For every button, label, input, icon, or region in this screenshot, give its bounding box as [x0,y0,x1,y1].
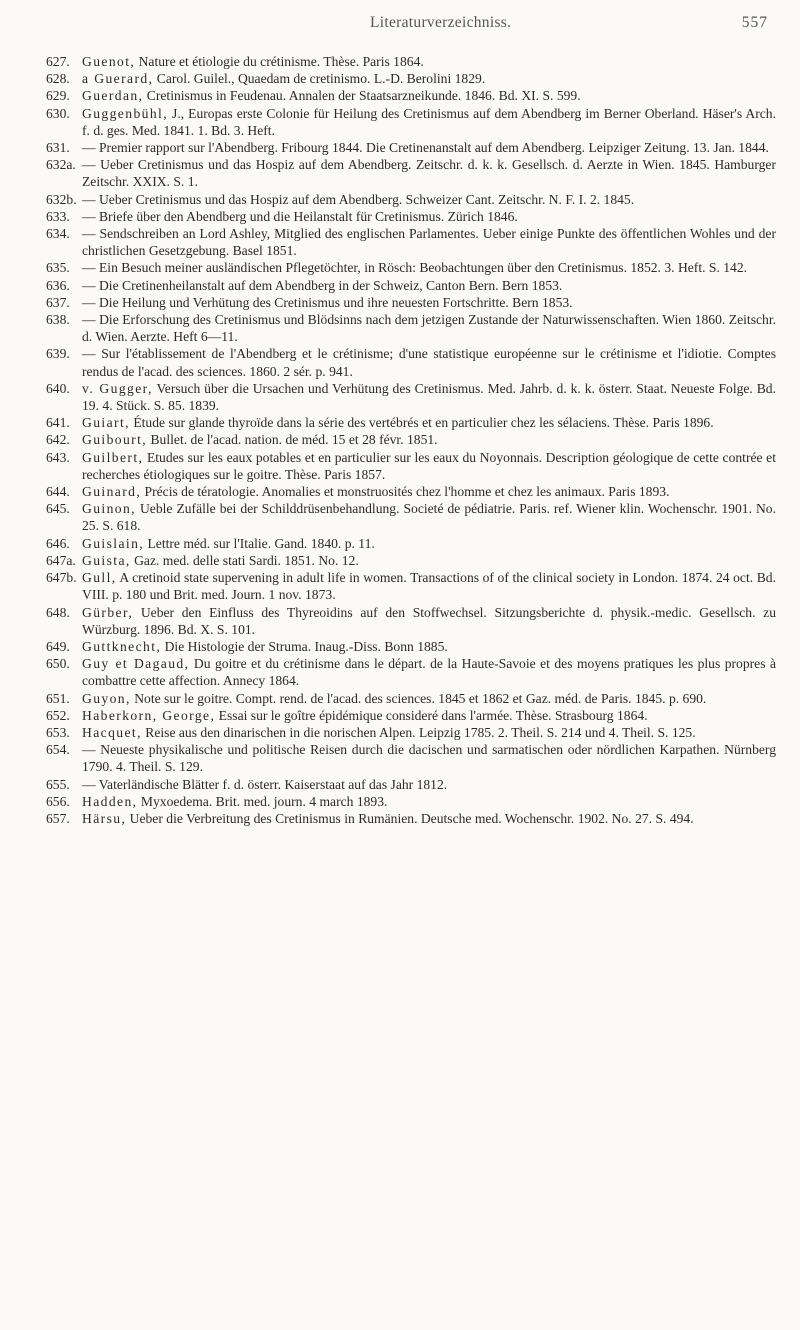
bibliography-entry [46,225,776,259]
entry-number: 628. [46,71,70,87]
entry-number: 652. [46,707,70,723]
entry-author: Haberkorn, George, [82,707,216,723]
bibliography-entry [46,345,776,379]
entry-author: Gull, [82,570,117,586]
entry-number: 634. [46,226,70,242]
bibliography-entry [46,569,776,603]
entry-author: Guilbert, [82,449,144,465]
entry-text: — Ein Besuch meiner ausländischen Pflegetöchter, in Rösch: Beobachtungen über den Cretinismus. 1852. 3. Heft. S. 142. [82,260,748,276]
entry-number: 630. [46,105,70,121]
entry-text: Lettre méd. sur l'Italie. Gand. 1840. p. 11. [144,535,375,551]
entry-number: 648. [46,604,70,620]
entry-number: 633. [46,208,70,224]
bibliography-list [46,53,776,827]
entry-number: 638. [46,312,70,328]
bibliography-entry [46,638,776,655]
bibliography-entry [46,311,776,345]
running-title: Literaturverzeichniss. [370,14,512,31]
entry-text: Étude sur glande thyroïde dans la série des vertébrés et en particulier chez les sélaciens. Thèse. Paris 1896. [129,415,714,431]
entry-number: 649. [46,638,70,654]
bibliography-entry [46,191,776,208]
entry-author: Guista, [82,552,131,568]
entry-author: Hadden, [82,793,138,809]
bibliography-entry [46,810,776,827]
entry-text: Reise aus den dinarischen in die norischen Alpen. Leipzig 1785. 2. Theil. S. 214 und 4. Theil. S. 125. [141,724,696,740]
entry-text: — Die Heilung und Verhütung des Cretinismus und ihre neuesten Fortschritte. Bern 1853. [82,294,573,310]
entry-author: Härsu, [82,810,127,826]
entry-number: 654. [46,742,70,758]
entry-number: 650. [46,656,70,672]
entry-number: 636. [46,277,70,293]
bibliography-entry [46,776,776,793]
bibliography-entry [46,535,776,552]
entry-author: Guggenbühl, [82,105,169,121]
entry-text: Myxoedema. Brit. med. journ. 4 march 1893. [137,793,388,809]
entry-number: 656. [46,793,70,809]
bibliography-entry [46,690,776,707]
entry-text: — Neueste physikalische und politische Reisen durch die dacischen und sarmatischen oder nördlichen Karpathen. Nürnberg 1790. 4. Theil. S. 129. [82,742,776,775]
entry-text: Nature et étiologie du crétinisme. Thèse. Paris 1864. [135,54,424,69]
bibliography-entry [46,431,776,448]
entry-text: J., Europas erste Colonie für Heilung des Cretinismus auf dem Abendberg im Berner Oberland. Häser's Arch. f. d. ges. Med. 1841. 1. Bd. 3. Heft. [82,105,776,138]
entry-number: 646. [46,535,70,551]
entry-number: 639. [46,346,70,362]
entry-number: 644. [46,484,70,500]
bibliography-entry [46,87,776,104]
entry-text: — Ueber Cretinismus und das Hospiz auf dem Abendberg. Zeitschr. d. k. k. Gesellsch. d. Aerzte in Wien. 1845. Hamburger Zeitschr. XXIX. S. 1. [82,157,776,190]
entry-text: Du goitre et du crétinisme dans le départ. de la Haute-Savoie et des moyens pratiques les plus propres à combattre cette affection. Annecy 1864. [82,656,776,689]
bibliography-entry [46,604,776,638]
entry-text: — Sendschreiben an Lord Ashley, Mitglied des englischen Parlamentes. Ueber einige Punkte des öffentlichen Wohles und der christlichen Gesetzgebung. Basel 1851. [82,226,776,259]
entry-author: Guenot, [82,54,136,69]
entry-number: 651. [46,690,70,706]
bibliography-entry [46,500,776,534]
entry-author: Guinard, [82,484,142,500]
bibliography-entry [46,552,776,569]
bibliography-entry [46,70,776,87]
entry-text: Ueber die Verbreitung des Cretinismus in Rumänien. Deutsche med. Wochenschr. 1902. No. 27. S. 494. [126,810,694,826]
entry-number: 647b. [46,570,77,586]
entry-text: A cretinoid state supervening in adult life in women. Transactions of of the clinical society in London. 1874. 24 oct. Bd. VIII. p. 180 und Brit. med. Journ. 1 nov. 1873. [82,570,776,603]
entry-author: Guy et Dagaud, [82,656,190,672]
entry-author: Guinon, [82,501,136,517]
entry-text: — Sur l'établissement de l'Abendberg et le crétinisme; d'une statistique européenne sur le crétinisme et l'idiotie. Comptes rendus de l'acad. des sciences. 1860. 2 sér. p. 941. [82,346,776,379]
page-header [0,14,800,38]
entry-author: Guyon, [82,690,131,706]
entry-number: 641. [46,415,70,431]
entry-number: 632a. [46,157,76,173]
entry-number: 637. [46,294,70,310]
entry-text: — Vaterländische Blätter f. d. österr. Kaiserstaat auf das Jahr 1812. [82,776,448,792]
entry-text: Note sur le goitre. Compt. rend. de l'acad. des sciences. 1845 et 1862 et Gaz. méd. de Paris. 1845. p. 690. [130,690,707,706]
entry-author: v. Gugger, [82,380,153,396]
bibliography-entry [46,449,776,483]
bibliography-entry [46,741,776,775]
entry-author: Guerdan, [82,88,144,104]
bibliography-entry [46,380,776,414]
entry-number: 653. [46,724,70,740]
entry-number: 629. [46,88,70,104]
entry-text: Etudes sur les eaux potables et en particulier sur les eaux du Noyonnais. Description géologique de cette contrée et recherches étiologiques sur le goitre. Thèse. Paris 1857. [82,449,776,482]
bibliography-entry [46,707,776,724]
entry-text: — Ueber Cretinismus und das Hospiz auf dem Abendberg. Schweizer Cant. Zeitschr. N. F. I. 2. 1845. [82,191,635,207]
bibliography-entry [46,294,776,311]
entry-author: a Guerard, [82,71,154,87]
entry-text: Précis de tératologie. Anomalies et monstruosités chez l'homme et chez les animaux. Paris 1893. [141,484,670,500]
entry-text: Versuch über die Ursachen und Verhütung des Cretinismus. Med. Jahrb. d. k. k. österr. Staat. Neueste Folge. Bd. 19. 4. Stück. S. 85. 1839. [82,380,776,414]
entry-text: — Die Cretinenheilanstalt auf dem Abendberg in der Schweiz, Canton Bern. Bern 1853. [82,277,563,293]
entry-text: — Die Erforschung des Cretinismus und Blödsinns nach dem jetzigen Zustande der Naturwissenschaften. Wien 1860. Zeitschr. d. Wien. Aerzte. Heft 6—11. [82,312,776,345]
entry-number: 645. [46,501,70,517]
entry-text: Cretinismus in Feudenau. Annalen der Staatsarzneikunde. 1846. Bd. XI. S. 599. [143,88,581,104]
entry-number: 657. [46,810,70,826]
entry-number: 631. [46,140,70,156]
entry-author: Guibourt, [82,432,148,448]
entry-author: Guttknecht, [82,638,162,654]
bibliography-entry [46,259,776,276]
entry-author: Gürber, [82,604,134,620]
page-number: 557 [741,14,768,31]
entry-number: 640. [46,380,70,396]
bibliography-entry [46,793,776,810]
entry-author: Hacquet, [82,724,142,740]
bibliography-entry [46,414,776,431]
bibliography-entry [46,139,776,156]
entry-number: 632b. [46,191,77,207]
entry-number: 635. [46,260,70,276]
entry-text: Bullet. de l'acad. nation. de méd. 15 et 28 févr. 1851. [147,432,438,448]
bibliography-entry [46,156,776,190]
entry-number: 655. [46,776,70,792]
entry-number: 627. [46,54,70,69]
entry-text: Essai sur le goître épidémique consideré dans l'armée. Thèse. Strasbourg 1864. [215,707,648,723]
entry-text: — Briefe über den Abendberg und die Heilanstalt für Cretinismus. Zürich 1846. [82,208,518,224]
entry-text: Ueber den Einfluss des Thyreoidins auf den Stoffwechsel. Sitzungsberichte d. physik.-medic. Gesellsch. zu Würzburg. 1896. Bd. X. S. 101. [82,604,776,637]
entry-number: 647a. [46,552,76,568]
bibliography-entry [46,483,776,500]
entry-author: Guislain, [82,535,145,551]
entry-author: Guiart, [82,415,130,431]
entry-text: Ueble Zufälle bei der Schilddrüsenbehandlung. Societé de pédiatrie. Paris. ref. Wiener klin. Wochenschr. 1901. No. 25. S. 618. [82,501,776,534]
entry-number: 642. [46,432,70,448]
bibliography-entry [46,277,776,294]
bibliography-entry [46,655,776,689]
entry-text: — Premier rapport sur l'Abendberg. Fribourg 1844. Die Cretinenanstalt auf dem Abendberg. Leipziger Zeitung. 13. Jan. 1844. [82,140,769,156]
bibliography-entry [46,208,776,225]
bibliography-entry [46,724,776,741]
entry-text: Die Histologie der Struma. Inaug.-Diss. Bonn 1885. [161,638,448,654]
entry-text: Carol. Guilel., Quaedam de cretinismo. L.-D. Berolini 1829. [153,71,486,87]
bibliography-entry [46,105,776,139]
entry-text: Gaz. med. delle stati Sardi. 1851. No. 12. [130,552,359,568]
bibliography-entry [46,53,776,70]
entry-number: 643. [46,449,70,465]
